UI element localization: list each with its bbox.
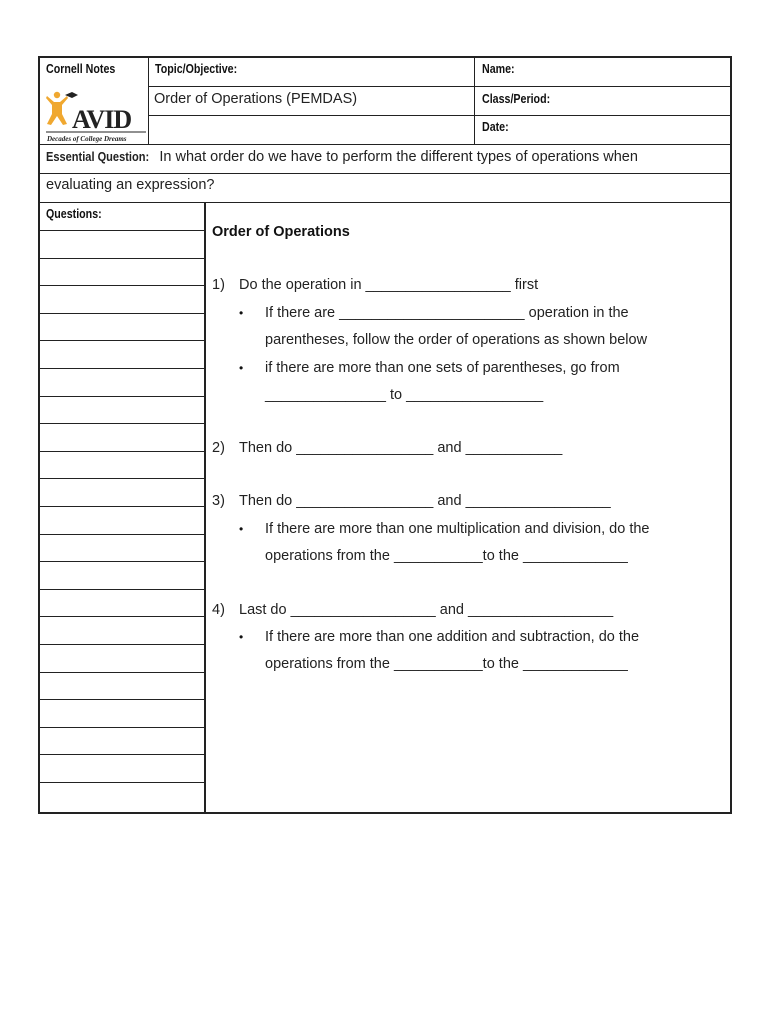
header-rule-2	[148, 115, 732, 116]
item-1-text: Do the operation in __________________ first	[239, 277, 539, 293]
item-4-text: Last do __________________ and __________________	[239, 602, 614, 618]
topic-label: Topic/Objective:	[155, 61, 238, 76]
bullet-icon: •	[239, 522, 244, 536]
question-writing-line[interactable]	[40, 754, 204, 755]
header-rule-1	[148, 86, 732, 87]
avid-logo-graphic	[44, 90, 149, 144]
eq-bottom-rule	[40, 202, 732, 203]
question-writing-line[interactable]	[40, 699, 204, 700]
essential-question-line-2: evaluating an expression?	[46, 177, 215, 193]
question-writing-line[interactable]	[40, 561, 204, 562]
bullet-icon: •	[239, 361, 244, 375]
name-label: Name:	[482, 61, 515, 76]
question-writing-line[interactable]	[40, 285, 204, 286]
question-writing-line[interactable]	[40, 644, 204, 645]
header-bottom-rule	[40, 144, 732, 145]
question-writing-line[interactable]	[40, 589, 204, 590]
essential-question-label: Essential Question:	[46, 149, 150, 164]
question-writing-line[interactable]	[40, 478, 204, 479]
question-writing-line[interactable]	[40, 368, 204, 369]
item-3-number: 3)	[212, 493, 225, 509]
notes-title: Order of Operations	[212, 224, 350, 240]
item-4-bullet-1-line-2: operations from the ___________to the _____________	[265, 656, 628, 672]
item-1-bullet-1-line-2: parentheses, follow the order of operations as shown below	[265, 332, 648, 348]
avid-logo	[44, 90, 149, 144]
essential-question-text-1: In what order do we have to perform the different types of operations when	[155, 149, 638, 165]
question-writing-line[interactable]	[40, 423, 204, 424]
cornell-notes-label: Cornell Notes	[46, 61, 116, 76]
item-2-text: Then do _________________ and ____________	[239, 440, 563, 456]
item-4-number: 4)	[212, 602, 225, 618]
item-2-number: 2)	[212, 440, 225, 456]
bullet-icon: •	[239, 630, 244, 644]
question-writing-line[interactable]	[40, 616, 204, 617]
avid-wordmark: AVID	[72, 105, 132, 134]
avid-tagline: Decades of College Dreams	[47, 135, 127, 143]
item-1-bullet-2-line-2: _______________ to _________________	[265, 387, 544, 403]
topic-value[interactable]: Order of Operations (PEMDAS)	[154, 91, 358, 107]
header-divider-2	[474, 58, 475, 144]
item-3-text: Then do _________________ and __________________	[239, 493, 611, 509]
date-label: Date:	[482, 119, 509, 134]
question-writing-line[interactable]	[40, 506, 204, 507]
question-writing-line[interactable]	[40, 534, 204, 535]
question-writing-line[interactable]	[40, 230, 204, 231]
item-1-bullet-2-line-1: if there are more than one sets of parentheses, go from	[265, 360, 620, 376]
eq-rule	[40, 173, 732, 174]
question-writing-line[interactable]	[40, 782, 204, 783]
bullet-icon: •	[239, 306, 244, 320]
item-1-number: 1)	[212, 277, 225, 293]
question-writing-line[interactable]	[40, 727, 204, 728]
item-4-bullet-1-line-1: If there are more than one addition and subtraction, do the	[265, 629, 640, 645]
item-3-bullet-1-line-2: operations from the ___________to the _____________	[265, 548, 628, 564]
essential-question-line-1	[46, 149, 638, 165]
question-writing-line[interactable]	[40, 396, 204, 397]
question-writing-line[interactable]	[40, 340, 204, 341]
question-writing-line[interactable]	[40, 672, 204, 673]
class-period-label: Class/Period:	[482, 91, 551, 106]
item-1-bullet-1-line-1: If there are _______________________ operation in the	[265, 305, 629, 321]
questions-label: Questions:	[46, 206, 102, 221]
questions-column-divider	[204, 202, 206, 814]
question-writing-line[interactable]	[40, 258, 204, 259]
cornell-notes-sheet	[38, 56, 732, 814]
question-writing-line[interactable]	[40, 313, 204, 314]
item-3-bullet-1-line-1: If there are more than one multiplication and division, do the	[265, 521, 650, 537]
question-writing-line[interactable]	[40, 451, 204, 452]
